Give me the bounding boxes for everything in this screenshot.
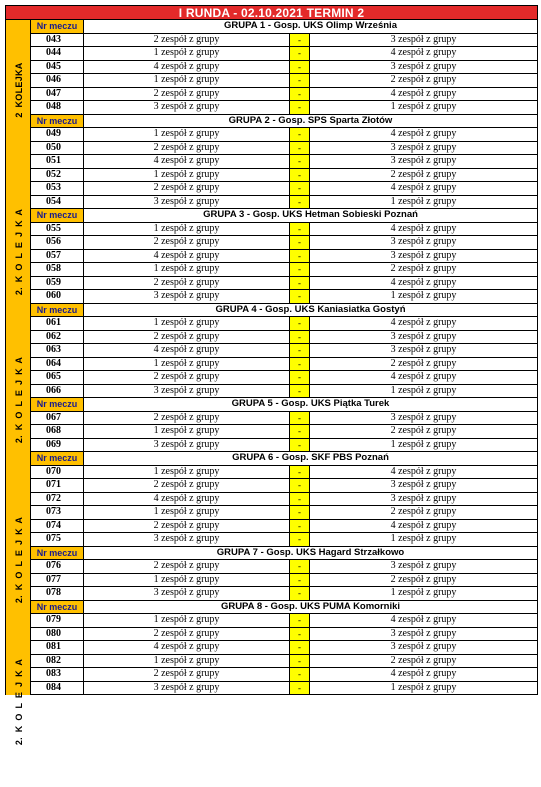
- group-header-row: [31, 20, 538, 34]
- match-row: [31, 263, 538, 277]
- away-team: 2 zespół z grupy: [310, 263, 538, 276]
- away-team: 1 zespół z grupy: [310, 682, 538, 695]
- away-team: 4 zespół z grupy: [310, 223, 538, 236]
- match-row: [31, 142, 538, 156]
- home-team: 1 zespół z grupy: [84, 466, 290, 479]
- match-number: 082: [31, 655, 84, 668]
- separator-cell: -: [290, 371, 310, 384]
- match-number: 053: [31, 182, 84, 195]
- match-row: [31, 641, 538, 655]
- match-number: 077: [31, 574, 84, 587]
- group-header-row: [31, 398, 538, 412]
- away-team: 4 zespół z grupy: [310, 371, 538, 384]
- home-team: 1 zespół z grupy: [84, 169, 290, 182]
- separator-cell: -: [290, 61, 310, 74]
- match-number: 047: [31, 88, 84, 101]
- home-team: 3 zespół z grupy: [84, 439, 290, 452]
- away-team: 3 zespół z grupy: [310, 331, 538, 344]
- match-number: 063: [31, 344, 84, 357]
- home-team: 2 zespół z grupy: [84, 371, 290, 384]
- match-row: [31, 88, 538, 102]
- home-team: 1 zespół z grupy: [84, 358, 290, 371]
- match-number: 076: [31, 560, 84, 573]
- group-header-row: [31, 452, 538, 466]
- separator-cell: -: [290, 587, 310, 600]
- away-team: 1 zespół z grupy: [310, 196, 538, 209]
- away-team: 4 zespół z grupy: [310, 88, 538, 101]
- match-number: 079: [31, 614, 84, 627]
- away-team: 3 zespół z grupy: [310, 641, 538, 654]
- away-team: 4 zespół z grupy: [310, 466, 538, 479]
- match-row: [31, 668, 538, 682]
- away-team: 3 zespół z grupy: [310, 250, 538, 263]
- separator-cell: -: [290, 668, 310, 681]
- home-team: 1 zespół z grupy: [84, 223, 290, 236]
- match-row: [31, 574, 538, 588]
- home-team: 1 zespół z grupy: [84, 614, 290, 627]
- schedule-sheet: [5, 5, 538, 746]
- separator-cell: -: [290, 128, 310, 141]
- separator-cell: -: [290, 47, 310, 60]
- away-team: 4 zespół z grupy: [310, 668, 538, 681]
- separator-cell: -: [290, 263, 310, 276]
- separator-cell: -: [290, 493, 310, 506]
- match-row: [31, 358, 538, 372]
- match-number: 054: [31, 196, 84, 209]
- separator-cell: -: [290, 358, 310, 371]
- match-number: 051: [31, 155, 84, 168]
- match-row: [31, 425, 538, 439]
- match-row: [31, 61, 538, 75]
- away-team: 2 zespół z grupy: [310, 169, 538, 182]
- away-team: 3 zespół z grupy: [310, 34, 538, 47]
- separator-cell: -: [290, 34, 310, 47]
- separator-cell: -: [290, 101, 310, 114]
- schedule-grid: [31, 20, 538, 695]
- kolejka-label: 2. K O L E J K A: [14, 356, 24, 444]
- away-team: 4 zespół z grupy: [310, 317, 538, 330]
- away-team: 4 zespół z grupy: [310, 47, 538, 60]
- home-team: 2 zespół z grupy: [84, 236, 290, 249]
- separator-cell: -: [290, 628, 310, 641]
- group-title: GRUPA 6 - Gosp. SKF PBS Poznań: [84, 452, 538, 465]
- match-number: 043: [31, 34, 84, 47]
- match-row: [31, 682, 538, 696]
- match-row: [31, 155, 538, 169]
- match-row: [31, 587, 538, 601]
- round-title: I RUNDA - 02.10.2021 TERMIN 2: [5, 5, 538, 20]
- match-number: 055: [31, 223, 84, 236]
- kolejka-label: 2. K O L E J K A: [14, 208, 24, 296]
- match-row: [31, 655, 538, 669]
- away-team: 2 zespół z grupy: [310, 358, 538, 371]
- separator-cell: -: [290, 682, 310, 695]
- group-title: GRUPA 1 - Gosp. UKS Olimp Września: [84, 20, 538, 33]
- match-number: 073: [31, 506, 84, 519]
- separator-cell: -: [290, 533, 310, 546]
- away-team: 3 zespół z grupy: [310, 493, 538, 506]
- match-row: [31, 479, 538, 493]
- group-title: GRUPA 7 - Gosp. UKS Hagard Strzałkowo: [84, 547, 538, 560]
- match-row: [31, 196, 538, 210]
- match-row: [31, 385, 538, 399]
- away-team: 3 zespół z grupy: [310, 142, 538, 155]
- separator-cell: -: [290, 506, 310, 519]
- match-number: 056: [31, 236, 84, 249]
- away-team: 1 zespół z grupy: [310, 290, 538, 303]
- home-team: 1 zespół z grupy: [84, 263, 290, 276]
- home-team: 2 zespół z grupy: [84, 479, 290, 492]
- group-header-row: [31, 547, 538, 561]
- home-team: 4 zespół z grupy: [84, 61, 290, 74]
- away-team: 1 zespół z grupy: [310, 587, 538, 600]
- separator-cell: -: [290, 250, 310, 263]
- nr-meczu-header: Nr meczu: [31, 304, 84, 317]
- home-team: 4 zespół z grupy: [84, 344, 290, 357]
- match-row: [31, 47, 538, 61]
- separator-cell: -: [290, 412, 310, 425]
- separator-cell: -: [290, 223, 310, 236]
- separator-cell: -: [290, 655, 310, 668]
- match-row: [31, 34, 538, 48]
- separator-cell: -: [290, 560, 310, 573]
- match-row: [31, 128, 538, 142]
- group-header-row: [31, 209, 538, 223]
- home-team: 4 zespół z grupy: [84, 641, 290, 654]
- home-team: 1 zespół z grupy: [84, 655, 290, 668]
- kolejka-label: 2. K O L E J K A: [14, 516, 24, 604]
- home-team: 2 zespół z grupy: [84, 560, 290, 573]
- separator-cell: -: [290, 614, 310, 627]
- match-row: [31, 236, 538, 250]
- away-team: 4 zespół z grupy: [310, 277, 538, 290]
- match-row: [31, 277, 538, 291]
- nr-meczu-header: Nr meczu: [31, 547, 84, 560]
- away-team: 2 zespół z grupy: [310, 655, 538, 668]
- home-team: 2 zespół z grupy: [84, 142, 290, 155]
- home-team: 1 zespół z grupy: [84, 47, 290, 60]
- match-number: 071: [31, 479, 84, 492]
- separator-cell: -: [290, 277, 310, 290]
- home-team: 3 zespół z grupy: [84, 290, 290, 303]
- separator-cell: -: [290, 520, 310, 533]
- group-title: GRUPA 8 - Gosp. UKS PUMA Komorniki: [84, 601, 538, 614]
- nr-meczu-header: Nr meczu: [31, 452, 84, 465]
- home-team: 2 zespół z grupy: [84, 182, 290, 195]
- home-team: 1 zespół z grupy: [84, 506, 290, 519]
- match-row: [31, 290, 538, 304]
- match-number: 061: [31, 317, 84, 330]
- match-number: 059: [31, 277, 84, 290]
- separator-cell: -: [290, 331, 310, 344]
- nr-meczu-header: Nr meczu: [31, 115, 84, 128]
- home-team: 1 zespół z grupy: [84, 317, 290, 330]
- match-row: [31, 331, 538, 345]
- nr-meczu-header: Nr meczu: [31, 398, 84, 411]
- match-row: [31, 614, 538, 628]
- match-row: [31, 344, 538, 358]
- separator-cell: -: [290, 236, 310, 249]
- group-title: GRUPA 3 - Gosp. UKS Hetman Sobieski Poznań: [84, 209, 538, 222]
- away-team: 1 zespół z grupy: [310, 439, 538, 452]
- away-team: 2 zespół z grupy: [310, 425, 538, 438]
- separator-cell: -: [290, 142, 310, 155]
- away-team: 3 zespół z grupy: [310, 236, 538, 249]
- match-number: 068: [31, 425, 84, 438]
- kolejka-label: 2 KOLEJKA: [14, 62, 24, 118]
- match-number: 081: [31, 641, 84, 654]
- away-team: 3 zespół z grupy: [310, 412, 538, 425]
- home-team: 4 zespół z grupy: [84, 155, 290, 168]
- home-team: 2 zespół z grupy: [84, 412, 290, 425]
- match-number: 045: [31, 61, 84, 74]
- separator-cell: -: [290, 574, 310, 587]
- match-number: 062: [31, 331, 84, 344]
- separator-cell: -: [290, 182, 310, 195]
- match-number: 070: [31, 466, 84, 479]
- match-number: 066: [31, 385, 84, 398]
- match-row: [31, 182, 538, 196]
- match-row: [31, 533, 538, 547]
- home-team: 1 zespół z grupy: [84, 128, 290, 141]
- separator-cell: -: [290, 169, 310, 182]
- away-team: 4 zespół z grupy: [310, 520, 538, 533]
- home-team: 2 zespół z grupy: [84, 88, 290, 101]
- away-team: 3 zespół z grupy: [310, 560, 538, 573]
- home-team: 3 zespół z grupy: [84, 385, 290, 398]
- separator-cell: -: [290, 88, 310, 101]
- away-team: 3 zespół z grupy: [310, 628, 538, 641]
- match-number: 048: [31, 101, 84, 114]
- separator-cell: -: [290, 290, 310, 303]
- match-row: [31, 520, 538, 534]
- separator-cell: -: [290, 317, 310, 330]
- away-team: 1 zespół z grupy: [310, 101, 538, 114]
- separator-cell: -: [290, 466, 310, 479]
- nr-meczu-header: Nr meczu: [31, 209, 84, 222]
- kolejka-sidebar: [5, 20, 31, 746]
- match-row: [31, 223, 538, 237]
- match-number: 060: [31, 290, 84, 303]
- home-team: 1 zespół z grupy: [84, 425, 290, 438]
- home-team: 4 zespół z grupy: [84, 493, 290, 506]
- match-number: 080: [31, 628, 84, 641]
- match-row: [31, 560, 538, 574]
- match-number: 069: [31, 439, 84, 452]
- group-title: GRUPA 2 - Gosp. SPS Sparta Złotów: [84, 115, 538, 128]
- match-row: [31, 101, 538, 115]
- home-team: 2 zespół z grupy: [84, 277, 290, 290]
- nr-meczu-header: Nr meczu: [31, 20, 84, 33]
- match-number: 084: [31, 682, 84, 695]
- match-row: [31, 466, 538, 480]
- home-team: 2 zespół z grupy: [84, 628, 290, 641]
- match-number: 075: [31, 533, 84, 546]
- match-number: 074: [31, 520, 84, 533]
- away-team: 3 zespół z grupy: [310, 344, 538, 357]
- away-team: 2 zespół z grupy: [310, 74, 538, 87]
- home-team: 1 zespół z grupy: [84, 574, 290, 587]
- group-header-row: [31, 601, 538, 615]
- separator-cell: -: [290, 196, 310, 209]
- group-title: GRUPA 5 - Gosp. UKS Piątka Turek: [84, 398, 538, 411]
- match-number: 078: [31, 587, 84, 600]
- match-number: 049: [31, 128, 84, 141]
- home-team: 3 zespół z grupy: [84, 196, 290, 209]
- away-team: 4 zespół z grupy: [310, 128, 538, 141]
- match-number: 052: [31, 169, 84, 182]
- match-row: [31, 371, 538, 385]
- separator-cell: -: [290, 385, 310, 398]
- separator-cell: -: [290, 74, 310, 87]
- match-row: [31, 506, 538, 520]
- away-team: 3 zespół z grupy: [310, 479, 538, 492]
- match-number: 067: [31, 412, 84, 425]
- away-team: 2 zespół z grupy: [310, 574, 538, 587]
- match-row: [31, 439, 538, 453]
- separator-cell: -: [290, 344, 310, 357]
- away-team: 3 zespół z grupy: [310, 155, 538, 168]
- home-team: 2 zespół z grupy: [84, 331, 290, 344]
- match-number: 065: [31, 371, 84, 384]
- away-team: 3 zespół z grupy: [310, 61, 538, 74]
- home-team: 3 zespół z grupy: [84, 587, 290, 600]
- home-team: 3 zespół z grupy: [84, 533, 290, 546]
- home-team: 4 zespół z grupy: [84, 250, 290, 263]
- home-team: 3 zespół z grupy: [84, 682, 290, 695]
- match-number: 057: [31, 250, 84, 263]
- match-row: [31, 74, 538, 88]
- nr-meczu-header: Nr meczu: [31, 601, 84, 614]
- group-header-row: [31, 304, 538, 318]
- group-title: GRUPA 4 - Gosp. UKS Kaniasiatka Gostyń: [84, 304, 538, 317]
- home-team: 3 zespół z grupy: [84, 101, 290, 114]
- match-row: [31, 169, 538, 183]
- match-row: [31, 493, 538, 507]
- home-team: 2 zespół z grupy: [84, 668, 290, 681]
- kolejka-label: 2. K O L E J K A: [14, 658, 24, 746]
- separator-cell: -: [290, 479, 310, 492]
- match-number: 072: [31, 493, 84, 506]
- match-row: [31, 628, 538, 642]
- match-number: 050: [31, 142, 84, 155]
- separator-cell: -: [290, 155, 310, 168]
- match-row: [31, 317, 538, 331]
- separator-cell: -: [290, 425, 310, 438]
- home-team: 2 zespół z grupy: [84, 520, 290, 533]
- match-row: [31, 412, 538, 426]
- home-team: 1 zespół z grupy: [84, 74, 290, 87]
- group-header-row: [31, 115, 538, 129]
- home-team: 2 zespół z grupy: [84, 34, 290, 47]
- separator-cell: -: [290, 641, 310, 654]
- schedule-body: [5, 20, 538, 746]
- match-number: 083: [31, 668, 84, 681]
- match-number: 064: [31, 358, 84, 371]
- away-team: 4 zespół z grupy: [310, 182, 538, 195]
- away-team: 2 zespół z grupy: [310, 506, 538, 519]
- match-row: [31, 250, 538, 264]
- away-team: 1 zespół z grupy: [310, 385, 538, 398]
- away-team: 1 zespół z grupy: [310, 533, 538, 546]
- match-number: 046: [31, 74, 84, 87]
- match-number: 058: [31, 263, 84, 276]
- away-team: 4 zespół z grupy: [310, 614, 538, 627]
- separator-cell: -: [290, 439, 310, 452]
- match-number: 044: [31, 47, 84, 60]
